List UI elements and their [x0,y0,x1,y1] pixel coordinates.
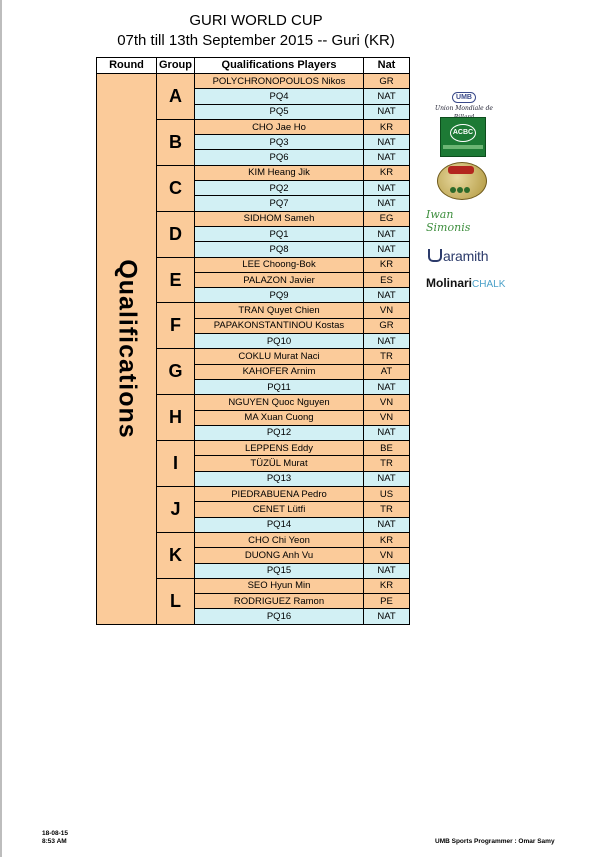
player-name: CHO Jae Ho [195,119,364,134]
footer-programmer: UMB Sports Programmer : Omar Samy [435,838,555,845]
player-name: PQ7 [195,196,364,211]
player-nat: GR [364,318,410,333]
acbc-logo [440,117,486,157]
player-nat: NAT [364,181,410,196]
aramith-logo-text: aramith [443,248,489,264]
page-title: GURI WORLD CUP [189,12,323,29]
column-header-players: Qualifications Players [195,58,364,74]
player-nat: KR [364,257,410,272]
column-header-nat: Nat [364,58,410,74]
player-nat: NAT [364,379,410,394]
player-name: PQ8 [195,242,364,257]
player-nat: KR [364,165,410,180]
round-label: Qualifications [113,259,141,439]
qualification-table [96,57,410,625]
player-name: RODRIGUEZ Ramon [195,594,364,609]
player-nat: TR [364,349,410,364]
acbc-logo-stripe [443,145,483,149]
player-name: CHO Chi Yeon [195,532,364,547]
player-name: KIM Heang Jik [195,165,364,180]
player-nat: NAT [364,425,410,440]
player-name: PQ16 [195,609,364,624]
group-letter: L [157,578,195,624]
aramith-logo [428,248,504,266]
group-letter: G [157,349,195,395]
umb-logo [424,86,504,112]
player-nat: NAT [364,135,410,150]
vees-logo [437,162,487,200]
player-nat: NAT [364,89,410,104]
umb-badge: UMB [452,92,476,103]
player-name: TRAN Quyet Chien [195,303,364,318]
player-nat: AT [364,364,410,379]
player-nat: NAT [364,334,410,349]
umb-logo-text: Union Mondiale de [435,105,493,112]
group-letter: K [157,532,195,578]
player-nat: KR [364,578,410,593]
vees-ribbon [448,166,474,174]
player-nat: KR [364,532,410,547]
player-name: PQ14 [195,517,364,532]
group-letter: C [157,165,195,211]
player-nat: VN [364,410,410,425]
group-letter: H [157,395,195,441]
player-nat: EG [364,211,410,226]
player-name: COKLU Murat Naci [195,349,364,364]
player-name: PAPAKONSTANTINOU Kostas [195,318,364,333]
player-name: PALAZON Javier [195,272,364,287]
player-nat: VN [364,303,410,318]
page-edge [0,0,2,857]
player-name: PQ9 [195,288,364,303]
player-name: SIDHOM Sameh [195,211,364,226]
player-nat: PE [364,594,410,609]
group-letter: E [157,257,195,303]
player-name: PQ6 [195,150,364,165]
player-name: PQ1 [195,226,364,241]
player-name: PQ15 [195,563,364,578]
player-name: PQ10 [195,334,364,349]
player-nat: BE [364,441,410,456]
molinari-logo-text: Molinari [426,276,473,290]
player-nat: NAT [364,609,410,624]
table-body [97,74,410,625]
player-nat: KR [364,119,410,134]
group-letter: B [157,119,195,165]
player-name: PQ4 [195,89,364,104]
player-name: CENET Lütfi [195,502,364,517]
group-letter: J [157,487,195,533]
acbc-logo-text: ACBC [450,124,476,142]
player-nat: NAT [364,242,410,257]
column-header-group: Group [157,58,195,74]
player-name: DUONG Anh Vu [195,548,364,563]
molinari-logo [426,276,504,292]
molinari-logo-chalk: CHALK [472,279,506,290]
player-name: TÜZÜL Murat [195,456,364,471]
player-name: PQ2 [195,181,364,196]
table-row [97,74,410,89]
player-name: MA Xuan Cuong [195,410,364,425]
player-nat: NAT [364,471,410,486]
simonis-logo [426,208,500,234]
player-name: PIEDRABUENA Pedro [195,487,364,502]
player-name: NGUYEN Quoc Nguyen [195,395,364,410]
column-header-round: Round [97,58,157,74]
player-nat: TR [364,502,410,517]
player-name: LEPPENS Eddy [195,441,364,456]
page-subtitle: 07th till 13th September 2015 -- Guri (KR) [117,32,395,49]
player-name: PQ3 [195,135,364,150]
player-nat: TR [364,456,410,471]
aramith-icon [428,249,442,262]
group-letter: I [157,441,195,487]
player-nat: GR [364,74,410,89]
group-letter: F [157,303,195,349]
round-cell [97,74,157,625]
group-letter: A [157,74,195,120]
player-name: PQ11 [195,379,364,394]
player-nat: NAT [364,150,410,165]
player-name: KAHOFER Arnim [195,364,364,379]
player-nat: NAT [364,226,410,241]
player-nat: NAT [364,104,410,119]
player-nat: NAT [364,288,410,303]
player-nat: US [364,487,410,502]
player-name: PQ5 [195,104,364,119]
simonis-logo-text: Iwan Simonis [426,208,471,234]
player-nat: ES [364,272,410,287]
player-nat: NAT [364,517,410,532]
player-nat: VN [364,548,410,563]
player-nat: NAT [364,563,410,578]
player-name: PQ12 [195,425,364,440]
player-nat: NAT [364,196,410,211]
player-name: POLYCHRONOPOULOS Nikos [195,74,364,89]
table-header-row [97,58,410,74]
group-letter: D [157,211,195,257]
player-name: LEE Choong-Bok [195,257,364,272]
vees-balls [450,180,472,188]
player-name: PQ13 [195,471,364,486]
footer-date: 18-08-15 [42,830,69,837]
player-name: SEO Hyun Min [195,578,364,593]
player-nat: VN [364,395,410,410]
footer-time: 8:53 AM [42,838,67,845]
